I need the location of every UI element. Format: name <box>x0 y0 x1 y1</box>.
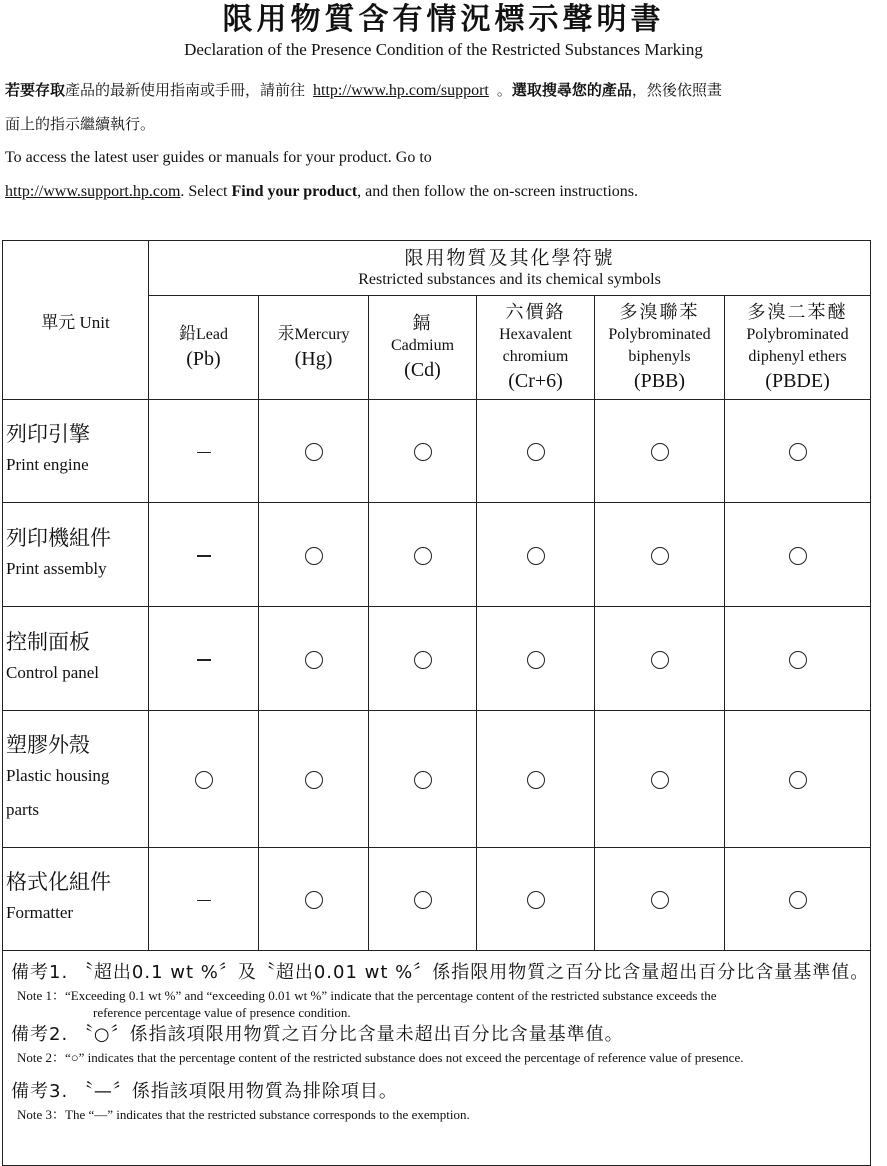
intro-text-5: . Select <box>180 183 232 200</box>
substances-header-cell <box>149 241 871 296</box>
circle-mark <box>527 771 545 789</box>
unit-header-cell <box>3 241 149 400</box>
row-label-zh: 控制面板 <box>6 629 90 654</box>
mark-cell <box>725 607 871 711</box>
row-label-plastic-housing <box>3 711 149 848</box>
substance-cadmium-symbol: (Cd) <box>404 358 441 381</box>
mark-cell <box>259 711 369 848</box>
intro-bold-select: 選取搜尋您的產品 <box>511 81 632 99</box>
substance-chromium-zh: 六價鉻 <box>505 301 566 323</box>
restricted-substances-table <box>2 240 871 1166</box>
row-label-zh: 列印引擎 <box>6 422 90 446</box>
circle-mark <box>414 547 432 565</box>
row-label-print-assembly <box>3 503 149 607</box>
substance-mercury-zh: 汞 <box>277 324 295 344</box>
unit-header-zh: 單元 <box>41 312 76 333</box>
substance-pbb-header <box>595 296 725 400</box>
substance-lead-en: Lead <box>196 326 228 343</box>
note-2-en: Note 2：“○” indicates that the percentage content of the restricted substance does not exceed the percentage of reference value of presence. <box>17 1050 744 1065</box>
dash-mark <box>197 452 211 453</box>
mark-cell <box>369 400 477 503</box>
circle-mark <box>414 771 432 789</box>
substance-pbde-zh: 多溴二苯醚 <box>747 301 848 323</box>
intro-line-4 <box>5 182 885 202</box>
mark-cell <box>149 607 259 711</box>
table-row <box>3 711 871 848</box>
substances-header-zh: 限用物質及其化學符號 <box>404 247 615 269</box>
dash-mark <box>197 659 211 660</box>
table-row <box>3 607 871 711</box>
mark-cell <box>595 400 725 503</box>
circle-mark <box>527 651 545 669</box>
substance-chromium-en: Hexavalent chromium <box>499 325 572 365</box>
circle-mark <box>527 547 545 565</box>
note-3-zh: 備考3. 〝—〞係指該項限用物質為排除項目。 <box>11 1081 398 1102</box>
row-label-en: Print engine <box>6 455 89 474</box>
mark-cell <box>149 400 259 503</box>
circle-mark <box>414 443 432 461</box>
circle-mark <box>789 443 807 461</box>
row-label-en: Plastic housing parts <box>6 766 110 819</box>
mark-cell <box>477 711 595 848</box>
circle-mark <box>195 771 213 789</box>
mark-cell <box>369 503 477 607</box>
substance-pbb-zh: 多溴聯苯 <box>619 301 700 323</box>
intro-line-2 <box>5 114 885 135</box>
substance-cadmium-zh: 鎘 <box>412 312 433 334</box>
note-1-en-line: Note 1：“Exceeding 0.1 wt %” and “exceeding 0.01 wt %” indicate that the percentage content of the restricted substance exceeds the <box>17 988 717 1003</box>
substance-mercury-symbol: (Hg) <box>294 348 333 370</box>
mark-cell <box>595 848 725 951</box>
row-label-zh: 列印機組件 <box>6 525 111 550</box>
row-label-en: Print assembly <box>6 558 107 578</box>
intro-line-3: To access the latest user guides or manuals for your product. Go to <box>5 149 432 166</box>
mark-cell <box>477 848 595 951</box>
substance-lead-header <box>149 296 259 400</box>
mark-cell <box>725 711 871 848</box>
row-label-print-engine <box>3 400 149 503</box>
row-label-en: Control panel <box>6 662 100 682</box>
row-label-zh: 塑膠外殼 <box>6 733 90 757</box>
circle-mark <box>527 443 545 461</box>
substances-header-en: Restricted substances and its chemical symbols <box>358 271 661 288</box>
intro-text-6: , and then follow the on-screen instructions. <box>357 183 638 200</box>
mark-cell <box>477 503 595 607</box>
intro-line-1 <box>5 80 885 101</box>
dash-mark <box>197 900 211 901</box>
title-english: Declaration of the Presence Condition of the Restricted Substances Marking <box>184 40 703 59</box>
circle-mark <box>789 771 807 789</box>
mark-cell <box>259 848 369 951</box>
row-label-control-panel <box>3 607 149 711</box>
mark-cell <box>149 503 259 607</box>
mark-cell <box>595 711 725 848</box>
circle-mark <box>305 771 323 789</box>
mark-cell <box>369 711 477 848</box>
circle-mark <box>651 547 669 565</box>
row-label-en: Formatter <box>6 903 74 922</box>
substance-lead-zh: 鉛 <box>179 324 196 344</box>
row-label-zh: 格式化組件 <box>6 870 111 894</box>
row-label-formatter <box>3 848 149 951</box>
mark-cell <box>259 400 369 503</box>
note-1-zh: 備考1. 〝超出0.1 wt %〞及〝超出0.01 wt %〞係指限用物質之百分比含量超出百分比含量基準值。 <box>11 962 870 983</box>
mark-cell <box>259 503 369 607</box>
unit-header-en: Unit <box>79 312 110 332</box>
intro-text-2: 。 <box>496 81 512 99</box>
title-chinese: 限用物質含有情況標示聲明書 <box>222 2 665 37</box>
intro-text-4: 面上的指示繼續執行。 <box>5 115 156 133</box>
note-3-en: Note 3：The “—” indicates that the restricted substance corresponds to the exemption. <box>17 1107 470 1122</box>
mark-cell <box>725 503 871 607</box>
substance-pbde-en: Polybrominated diphenyl ethers <box>746 325 849 365</box>
mark-cell <box>477 400 595 503</box>
intro-bold-find-product: Find your product <box>231 183 358 200</box>
substance-cadmium-header <box>369 296 477 400</box>
mark-cell <box>595 607 725 711</box>
substance-pbb-symbol: (PBB) <box>633 369 686 392</box>
circle-mark <box>305 891 323 909</box>
table-row <box>3 400 871 503</box>
mark-cell <box>725 848 871 951</box>
dash-mark <box>197 555 211 556</box>
circle-mark <box>789 651 807 669</box>
circle-mark <box>305 651 323 669</box>
note-2-zh: 備考2. 〝○〞係指該項限用物質之百分比含量未超出百分比含量基準值。 <box>11 1024 624 1045</box>
substance-chromium-header <box>477 296 595 400</box>
circle-mark <box>651 891 669 909</box>
substance-pbde-header <box>725 296 871 400</box>
mark-cell <box>369 848 477 951</box>
circle-mark <box>651 651 669 669</box>
substance-lead-symbol: (Pb) <box>186 348 221 370</box>
mark-cell <box>149 848 259 951</box>
intro-text-1: 產品的最新使用指南或手冊，請前往 <box>65 81 306 99</box>
mark-cell <box>477 607 595 711</box>
note-1-en-continued: reference percentage value of presence condition. <box>93 1005 351 1020</box>
intro-bold-access: 若要存取 <box>5 81 66 99</box>
hp-support-link[interactable]: http://www.hp.com/support <box>313 82 489 99</box>
table-row <box>3 503 871 607</box>
circle-mark <box>527 891 545 909</box>
mark-cell <box>725 400 871 503</box>
substance-mercury-header <box>259 296 369 400</box>
intro-text-3: ，然後依照畫 <box>631 81 722 99</box>
mark-cell <box>369 607 477 711</box>
support-hp-link[interactable]: http://www.support.hp.com <box>5 183 181 200</box>
note-1-en <box>17 987 870 1021</box>
mark-cell <box>259 607 369 711</box>
circle-mark <box>789 891 807 909</box>
substance-chromium-symbol: (Cr+6) <box>508 369 563 392</box>
mark-cell <box>149 711 259 848</box>
circle-mark <box>414 891 432 909</box>
circle-mark <box>414 651 432 669</box>
notes-cell <box>3 951 871 1166</box>
substance-mercury-en: Mercury <box>294 326 350 343</box>
circle-mark <box>651 771 669 789</box>
substance-pbb-en: Polybrominated biphenyls <box>608 325 711 365</box>
circle-mark <box>305 443 323 461</box>
table-row <box>3 848 871 951</box>
circle-mark <box>789 547 807 565</box>
substance-pbde-symbol: (PBDE) <box>765 369 830 392</box>
mark-cell <box>595 503 725 607</box>
circle-mark <box>651 443 669 461</box>
circle-mark <box>305 547 323 565</box>
substance-cadmium-en: Cadmium <box>390 336 455 354</box>
